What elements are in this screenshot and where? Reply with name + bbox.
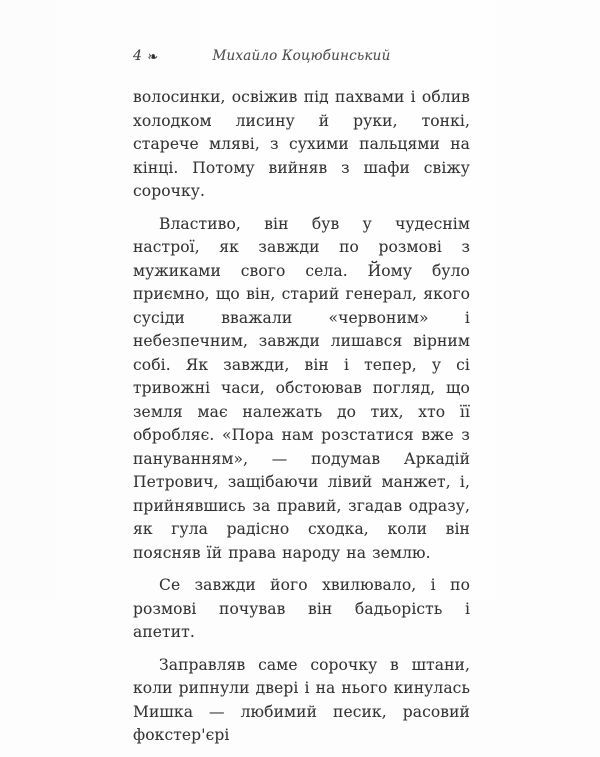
paragraph-3: Се завжди його хвилювало, і по розмові почував він бадьорість і апетит. [133,576,470,641]
paragraph-1: волосинки, освіжив під пахвами і облив холодком лисину й руки, тонкі, старече мляві, з сухими пальцями на кінці. Потому вийняв з шафи свіжу сорочку. [133,88,470,200]
text-body [133,86,470,757]
paragraph-2: Властиво, він був у чудеснім настрої, як завжди по розмові з мужиками свого села. Йому було приємно, що він, старий генерал, якого сусіди вважали «червоним» і небезпечним, завжди лишався вірним собі. Як завжди, він і тепер, у сі тривожні часи, обстоював погляд, що земля має належать до тих, хто її обробляє. «Пора нам розстатися вже з пануванням», — подумав Аркадій Петрович, защібаючи лівий манжет, і, прийнявшись за правий, згадав одразу, як гула радісно сходка, коли він поясняв їй права народу на землю. [133,214,470,562]
running-header [133,48,470,66]
page-number: 4 [133,48,143,64]
paragraph-4: Заправляв саме сорочку в штани, коли рипнули двері і на нього кинулась Мишка — любимий песик, расовий фокстер'єрі [133,655,470,744]
fleuron-ornament-icon: ❧ [147,50,159,65]
running-title: Михайло Коцюбинський [212,48,391,64]
